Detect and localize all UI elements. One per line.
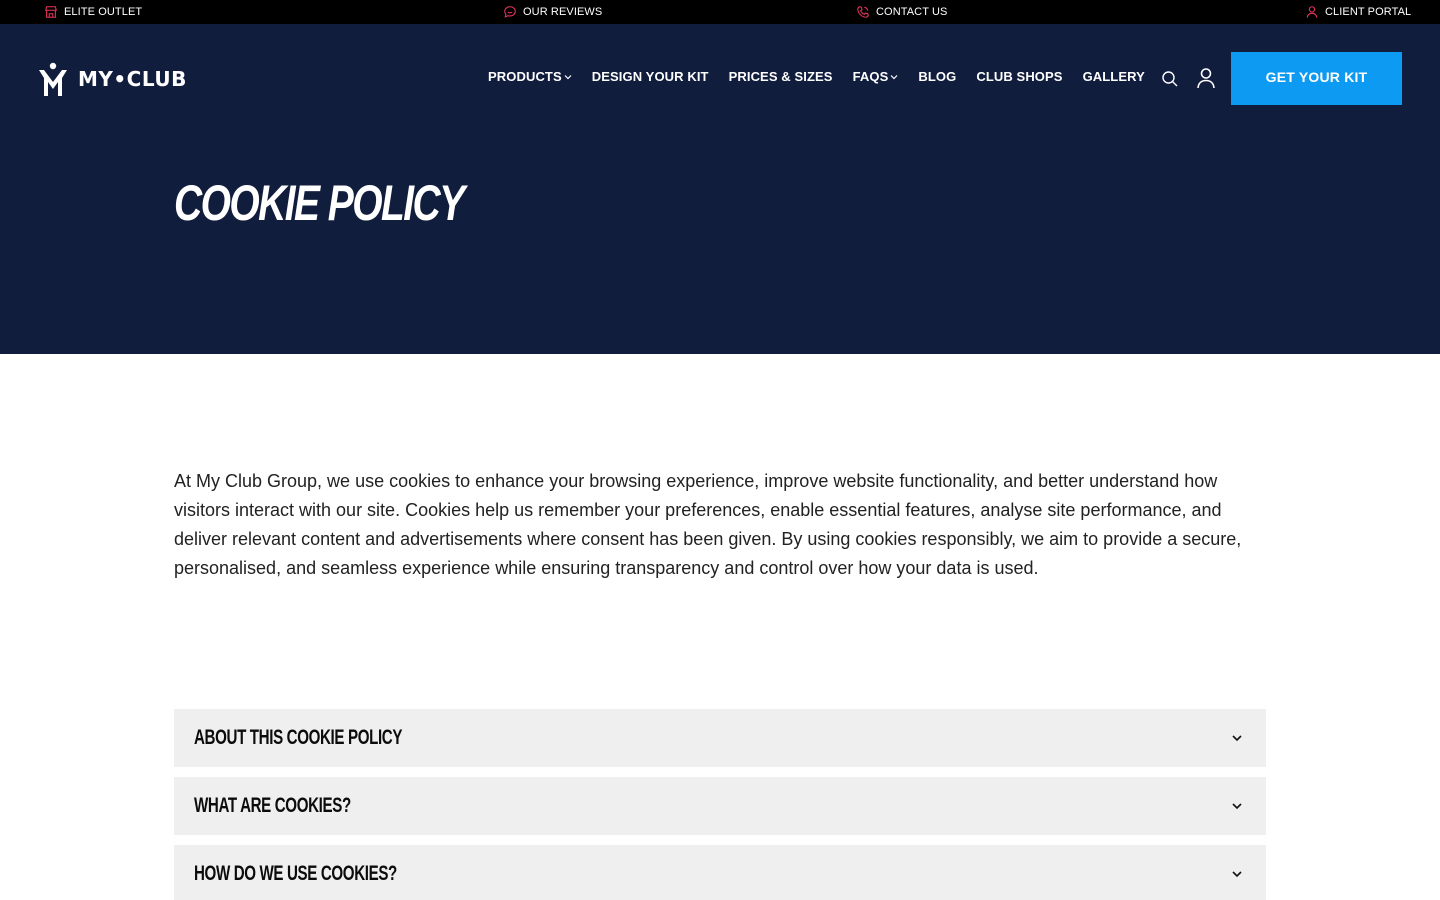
- contact-us-link[interactable]: [856, 0, 948, 24]
- chevron-down-icon: [1230, 731, 1244, 745]
- nav-shops-label: CLUB SHOPS: [976, 69, 1063, 84]
- intro-paragraph: At My Club Group, we use cookies to enhance your browsing experience, improve website functionality, and better understand how visitors interact with our site. Cookies help us remember your preferences, enable essential features, analyse site performance, and deliver relevant content and advertisements where consent has been given. By using cookies responsibly, we aim to provide a secure, personalised, and seamless experience while ensuring transparency and control over how your data is used.: [174, 471, 1242, 578]
- logo-text: MY•CLUB: [78, 67, 187, 91]
- our-reviews-label: OUR REVIEWS: [523, 6, 603, 18]
- accordion-label: WHAT ARE COOKIES?: [194, 794, 351, 817]
- chevron-down-icon: [890, 73, 898, 81]
- nav-blog-label: BLOG: [918, 69, 957, 84]
- nav-faqs[interactable]: [853, 69, 899, 84]
- accordion-label: ABOUT THIS COOKIE POLICY: [194, 726, 403, 749]
- search-icon[interactable]: [1161, 70, 1179, 88]
- nav-prices-sizes[interactable]: [729, 69, 833, 84]
- nav-blog[interactable]: [918, 69, 956, 84]
- nav-products[interactable]: [488, 69, 572, 84]
- account-icon[interactable]: [1196, 67, 1216, 89]
- phone-icon: [856, 5, 870, 19]
- chevron-down-icon: [564, 73, 572, 81]
- elite-outlet-link[interactable]: [44, 0, 142, 24]
- nav-club-shops[interactable]: [976, 69, 1062, 84]
- chevron-down-icon: [1230, 867, 1244, 881]
- top-utility-bar: [0, 0, 1440, 24]
- nav-faqs-label: FAQS: [852, 69, 889, 84]
- get-your-kit-button[interactable]: GET YOUR KIT: [1231, 52, 1402, 105]
- contact-us-label: CONTACT US: [876, 6, 948, 18]
- site-logo[interactable]: [38, 62, 187, 96]
- nav-products-label: PRODUCTS: [488, 69, 562, 84]
- site-header: [0, 24, 1440, 354]
- nav-gallery-label: GALLERY: [1082, 69, 1145, 84]
- page-title: COOKIE POLICY: [174, 175, 464, 231]
- main-nav: [488, 69, 1145, 84]
- client-portal-link[interactable]: [1305, 0, 1411, 24]
- store-icon: [44, 5, 58, 19]
- nav-prices-label: PRICES & SIZES: [728, 69, 833, 84]
- chevron-down-icon: [1230, 799, 1244, 813]
- nav-design-label: DESIGN YOUR KIT: [591, 69, 709, 84]
- elite-outlet-label: ELITE OUTLET: [64, 6, 143, 18]
- client-portal-label: CLIENT PORTAL: [1325, 6, 1412, 18]
- nav-design-your-kit[interactable]: [592, 69, 709, 84]
- our-reviews-link[interactable]: [503, 0, 602, 24]
- nav-gallery[interactable]: [1083, 69, 1145, 84]
- accordion-how-do-we-use-cookies[interactable]: [174, 845, 1266, 900]
- chat-smile-icon: [503, 5, 517, 19]
- user-icon: [1305, 5, 1319, 19]
- accordion-about-cookie-policy[interactable]: [174, 709, 1266, 767]
- my-club-logo-icon: [38, 62, 68, 96]
- accordion-label: HOW DO WE USE COOKIES?: [194, 862, 397, 885]
- accordion-what-are-cookies[interactable]: [174, 777, 1266, 835]
